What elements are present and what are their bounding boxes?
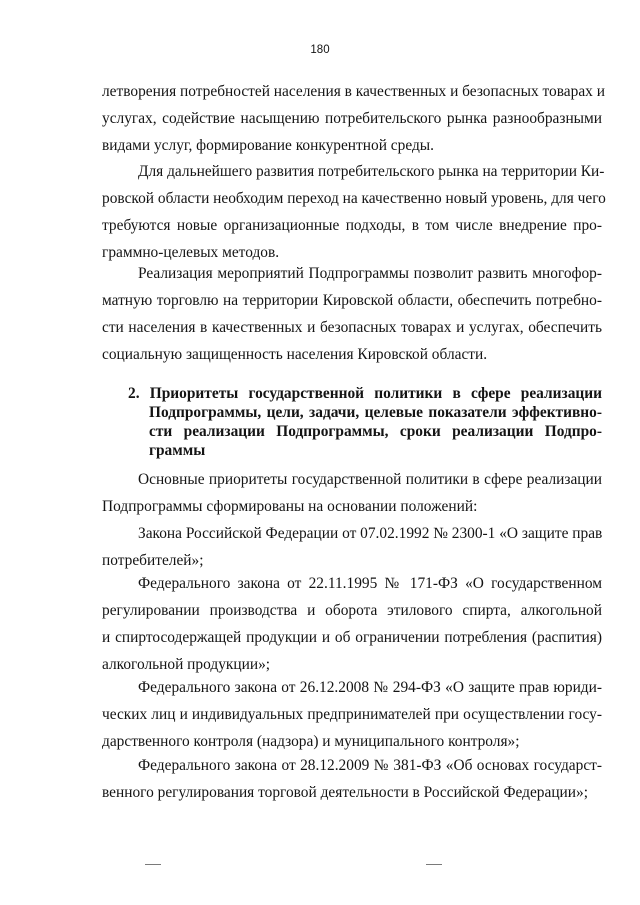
scan-mark	[145, 864, 161, 865]
text-line: услугах, содействие насыщению потребительского рынка разнообразными	[102, 110, 602, 127]
text-line: Для дальнейшего развития потребительского рынка на территории Ки-	[138, 163, 605, 180]
text-line: Реализация мероприятий Подпрограммы позволит развить многофор-	[138, 265, 602, 282]
paragraph-7	[102, 674, 602, 755]
text-line: алкогольной продукции»;	[102, 656, 271, 673]
heading-line: 2. Приоритеты государственной политики в сфере реализации	[128, 385, 602, 402]
paragraph-5	[102, 520, 602, 574]
text-line: требуются новые организационные подходы, в том числе внедрение про-	[102, 217, 602, 234]
text-line: Основные приоритеты государственной политики в сфере реализации	[138, 471, 602, 488]
heading-line: граммы	[149, 442, 206, 459]
text-line: Федерального закона от 22.11.1995 № 171-ФЗ «О государственном	[138, 575, 602, 592]
paragraph-3	[102, 260, 602, 368]
paragraph-4	[102, 466, 602, 520]
section-heading	[128, 384, 602, 460]
text-line: дарственного контроля (надзора) и муниципального контроля»;	[102, 733, 520, 750]
text-line: матную торговлю на территории Кировской области, обеспечить потребно-	[102, 292, 602, 309]
paragraph-1	[102, 78, 605, 159]
text-line: Закона Российской Федерации от 07.02.1992 № 2300-1 «О защите прав	[138, 525, 603, 542]
text-line: ровской области необходим переход на качественно новый уровень, для чего	[102, 190, 606, 207]
paragraph-6	[102, 570, 602, 678]
text-line: сти населения в качественных и безопасных товарах и услугах, обеспечить	[102, 319, 602, 336]
text-line: Федерального закона от 28.12.2009 № 381-ФЗ «Об основах государст-	[138, 757, 602, 774]
text-line: социальную защищенность населения Кировской области.	[102, 346, 488, 363]
text-line: венного регулирования торговой деятельности в Российской Федерации»;	[102, 784, 589, 801]
page-number: 180	[310, 44, 330, 56]
text-line: регулировании производства и оборота этилового спирта, алкогольной	[102, 602, 602, 619]
heading-line: сти реализации Подпрограммы, сроки реализации Подпро-	[149, 423, 602, 440]
paragraph-2	[102, 158, 606, 266]
text-line: видами услуг, формирование конкурентной среды.	[102, 137, 434, 154]
text-line: потребителей»;	[102, 552, 204, 569]
text-line: Федерального закона от 26.12.2008 № 294-ФЗ «О защите прав юриди-	[138, 679, 602, 696]
paragraph-8	[102, 752, 602, 806]
scan-mark	[426, 864, 442, 865]
text-line: ческих лиц и индивидуальных предпринимателей при осуществлении госу-	[102, 706, 602, 723]
text-line: граммно-целевых методов.	[102, 244, 280, 261]
heading-line: Подпрограммы, цели, задачи, целевые показатели эффективно-	[149, 404, 602, 421]
text-line: и спиртосодержащей продукции и об ограничении потребления (распития)	[102, 629, 602, 646]
text-line: летворения потребностей населения в качественных и безопасных товарах и	[102, 83, 605, 100]
text-line: Подпрограммы сформированы на основании положений:	[102, 498, 478, 515]
